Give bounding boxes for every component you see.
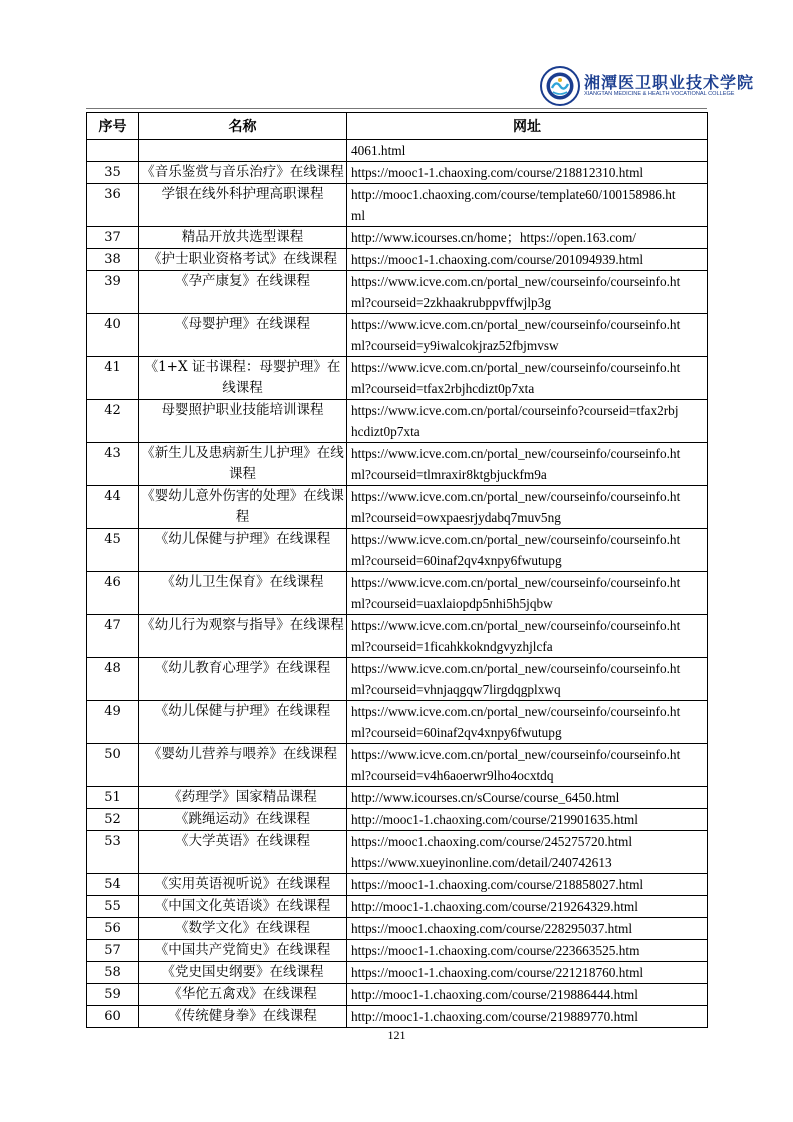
course-name: 《幼儿卫生保育》在线课程 (139, 572, 347, 615)
row-number: 45 (87, 529, 139, 572)
url-line[interactable]: ml?courseid=60inaf2qv4xnpy6fwutupg (351, 553, 562, 568)
row-number: 41 (87, 357, 139, 400)
table-row (87, 809, 708, 831)
table-row (87, 896, 708, 918)
url-line[interactable]: https://mooc1.chaoxing.com/course/245275720.html (351, 834, 633, 849)
row-number: 58 (87, 962, 139, 984)
table-row (87, 984, 708, 1006)
course-name: 《母婴护理》在线课程 (139, 314, 347, 357)
course-url (347, 940, 708, 962)
course-name: 母婴照护职业技能培训课程 (139, 400, 347, 443)
course-url (347, 1006, 708, 1028)
course-url (347, 140, 708, 162)
url-line[interactable]: ml?courseid=1ficahkkokndgvyzhjlcfa (351, 639, 553, 654)
table-row (87, 1006, 708, 1028)
course-url (347, 529, 708, 572)
college-seal-icon (540, 66, 580, 106)
row-number: 51 (87, 787, 139, 809)
row-number: 46 (87, 572, 139, 615)
url-line[interactable]: https://www.icve.com.cn/portal_new/courseinfo/courseinfo.ht (351, 360, 681, 375)
course-name: 《新生儿及患病新生儿护理》在线课程 (139, 443, 347, 486)
course-url (347, 744, 708, 787)
url-line[interactable]: https://mooc1-1.chaoxing.com/course/223663525.htm (351, 943, 640, 958)
course-url (347, 227, 708, 249)
course-name: 《大学英语》在线课程 (139, 831, 347, 874)
header-divider (86, 108, 707, 109)
course-name: 《华佗五禽戏》在线课程 (139, 984, 347, 1006)
url-line[interactable]: ml?courseid=uaxlaiopdp5nhi5h5jqbw (351, 596, 553, 611)
course-name: 《音乐鉴赏与音乐治疗》在线课程 (139, 162, 347, 184)
row-number: 53 (87, 831, 139, 874)
url-line[interactable]: https://www.icve.com.cn/portal_new/courseinfo/courseinfo.ht (351, 661, 681, 676)
course-url (347, 184, 708, 227)
table-row (87, 874, 708, 896)
table-row (87, 184, 708, 227)
row-number: 38 (87, 249, 139, 271)
course-url (347, 962, 708, 984)
row-number: 40 (87, 314, 139, 357)
course-name: 《跳绳运动》在线课程 (139, 809, 347, 831)
course-url (347, 314, 708, 357)
table-row (87, 918, 708, 940)
course-name: 《实用英语视听说》在线课程 (139, 874, 347, 896)
table-row (87, 443, 708, 486)
course-url (347, 896, 708, 918)
table-row (87, 529, 708, 572)
course-name: 《药理学》国家精品课程 (139, 787, 347, 809)
url-line[interactable]: hcdizt0p7xta (351, 424, 420, 439)
course-name: 《幼儿教育心理学》在线课程 (139, 658, 347, 701)
url-line[interactable]: https://www.xueyinonline.com/detail/240742613 (351, 855, 612, 870)
table-row (87, 787, 708, 809)
row-number: 49 (87, 701, 139, 744)
table-row (87, 962, 708, 984)
course-name: 《传统健身拳》在线课程 (139, 1006, 347, 1028)
row-number: 42 (87, 400, 139, 443)
course-url (347, 809, 708, 831)
course-name: 《幼儿保健与护理》在线课程 (139, 529, 347, 572)
course-table (86, 112, 708, 1028)
college-name-cn: 湘潭医卫职业技术学院 (584, 73, 755, 92)
course-name: 学银在线外科护理高职课程 (139, 184, 347, 227)
page-number: 121 (387, 1028, 406, 1042)
page-header (0, 0, 793, 110)
row-number: 37 (87, 227, 139, 249)
url-line[interactable]: https://www.icve.com.cn/portal/courseinfo?courseid=tfax2rbj (351, 403, 679, 418)
course-name: 《婴幼儿营养与喂养》在线课程 (139, 744, 347, 787)
url-line[interactable]: https://www.icve.com.cn/portal_new/courseinfo/courseinfo.ht (351, 747, 681, 762)
url-line[interactable]: https://mooc1-1.chaoxing.com/course/221218760.html (351, 965, 644, 980)
table-row (87, 615, 708, 658)
table-body (87, 140, 708, 1028)
course-url (347, 787, 708, 809)
row-number: 36 (87, 184, 139, 227)
row-number: 48 (87, 658, 139, 701)
url-line[interactable]: ml?courseid=60inaf2qv4xnpy6fwutupg (351, 725, 562, 740)
row-number: 54 (87, 874, 139, 896)
row-number: 35 (87, 162, 139, 184)
url-line[interactable]: https://mooc1-1.chaoxing.com/course/201094939.html (351, 252, 644, 267)
course-name: 《中国文化英语谈》在线课程 (139, 896, 347, 918)
table-row (87, 162, 708, 184)
table-row (87, 271, 708, 314)
table-row (87, 249, 708, 271)
column-header-name: 名称 (139, 113, 347, 140)
url-line[interactable]: ml?courseid=y9iwalcokjraz52fbjmvsw (351, 338, 559, 353)
row-number: 44 (87, 486, 139, 529)
row-number: 47 (87, 615, 139, 658)
url-line[interactable]: http://mooc1.chaoxing.com/course/template60/100158986.ht (351, 187, 676, 202)
course-url (347, 357, 708, 400)
course-url (347, 918, 708, 940)
table-row (87, 314, 708, 357)
url-line[interactable]: http://mooc1-1.chaoxing.com/course/219886444.html (351, 987, 638, 1002)
table-row (87, 400, 708, 443)
course-name: 《中国共产党简史》在线课程 (139, 940, 347, 962)
table-row (87, 357, 708, 400)
url-line[interactable]: https://www.icve.com.cn/portal_new/courseinfo/courseinfo.ht (351, 446, 681, 461)
table-row (87, 744, 708, 787)
url-line[interactable]: https://mooc1-1.chaoxing.com/course/218858027.html (351, 877, 644, 892)
course-name: 《数学文化》在线课程 (139, 918, 347, 940)
url-line[interactable]: https://www.icve.com.cn/portal_new/courseinfo/courseinfo.ht (351, 317, 681, 332)
course-name: 《1+X 证书课程：母婴护理》在线课程 (139, 357, 347, 400)
row-number: 57 (87, 940, 139, 962)
url-line[interactable]: https://mooc1-1.chaoxing.com/course/218812310.html (351, 165, 644, 180)
url-line[interactable]: https://www.icve.com.cn/portal_new/courseinfo/courseinfo.ht (351, 704, 681, 719)
course-url (347, 984, 708, 1006)
url-line[interactable]: ml (351, 208, 366, 223)
course-name: 精品开放共选型课程 (139, 227, 347, 249)
table-row (87, 572, 708, 615)
url-line[interactable]: http://mooc1-1.chaoxing.com/course/219264329.html (351, 899, 638, 914)
url-line[interactable]: https://www.icve.com.cn/portal_new/courseinfo/courseinfo.ht (351, 532, 681, 547)
table-row (87, 831, 708, 874)
course-url (347, 831, 708, 874)
course-name: 《幼儿行为观察与指导》在线课程 (139, 615, 347, 658)
table-row (87, 227, 708, 249)
table-row (87, 140, 708, 162)
course-url (347, 400, 708, 443)
row-number: 50 (87, 744, 139, 787)
course-url (347, 443, 708, 486)
course-url (347, 658, 708, 701)
url-line[interactable]: ml?courseid=tlmraxir8ktgbjuckfm9a (351, 467, 547, 482)
url-line[interactable]: http://www.icourses.cn/home；https://open.163.com/ (351, 230, 636, 245)
url-line[interactable]: https://www.icve.com.cn/portal_new/courseinfo/courseinfo.ht (351, 575, 681, 590)
course-url (347, 271, 708, 314)
table-row (87, 486, 708, 529)
table-row (87, 940, 708, 962)
row-number: 52 (87, 809, 139, 831)
url-line[interactable]: http://mooc1-1.chaoxing.com/course/219901635.html (351, 812, 638, 827)
course-name: 《孕产康复》在线课程 (139, 271, 347, 314)
course-name: 《护士职业资格考试》在线课程 (139, 249, 347, 271)
course-url (347, 249, 708, 271)
table-row (87, 658, 708, 701)
url-line[interactable]: ml?courseid=2zkhaakrubppvffwjlp3g (351, 295, 552, 310)
url-line[interactable]: ml?courseid=v4h6aoerwr9lho4ocxtdq (351, 768, 554, 783)
course-url (347, 572, 708, 615)
course-url (347, 701, 708, 744)
url-line[interactable]: ml?courseid=tfax2rbjhcdizt0p7xta (351, 381, 535, 396)
course-url (347, 615, 708, 658)
url-line[interactable]: ml?courseid=owxpaesrjydabq7muv5ng (351, 510, 561, 525)
url-line[interactable]: 4061.html (351, 143, 406, 158)
course-url (347, 486, 708, 529)
row-number: 39 (87, 271, 139, 314)
table-row (87, 701, 708, 744)
url-line[interactable]: https://mooc1.chaoxing.com/course/228295037.html (351, 921, 633, 936)
row-number: 60 (87, 1006, 139, 1028)
row-number: 55 (87, 896, 139, 918)
table-header-row (87, 113, 708, 140)
row-number: 59 (87, 984, 139, 1006)
course-name (139, 140, 347, 162)
url-line[interactable]: https://www.icve.com.cn/portal_new/courseinfo/courseinfo.ht (351, 274, 681, 289)
url-line[interactable]: https://www.icve.com.cn/portal_new/courseinfo/courseinfo.ht (351, 489, 681, 504)
url-line[interactable]: https://www.icve.com.cn/portal_new/courseinfo/courseinfo.ht (351, 618, 681, 633)
course-name: 《幼儿保健与护理》在线课程 (139, 701, 347, 744)
course-url (347, 874, 708, 896)
course-name: 《党史国史纲要》在线课程 (139, 962, 347, 984)
row-number: 43 (87, 443, 139, 486)
url-line[interactable]: ml?courseid=vhnjaqgqw7lirgdqgplxwq (351, 682, 561, 697)
college-name-en: XIANGTAN MEDICINE & HEALTH VOCATIONAL COLLEGE (584, 91, 735, 97)
course-name: 《婴幼儿意外伤害的处理》在线课程 (139, 486, 347, 529)
course-url (347, 162, 708, 184)
column-header-url: 网址 (347, 113, 708, 140)
row-number: 56 (87, 918, 139, 940)
column-header-number: 序号 (87, 113, 139, 140)
url-line[interactable]: http://mooc1-1.chaoxing.com/course/219889770.html (351, 1009, 638, 1024)
row-number (87, 140, 139, 162)
college-logo (540, 66, 755, 108)
url-line[interactable]: http://www.icourses.cn/sCourse/course_6450.html (351, 790, 620, 805)
